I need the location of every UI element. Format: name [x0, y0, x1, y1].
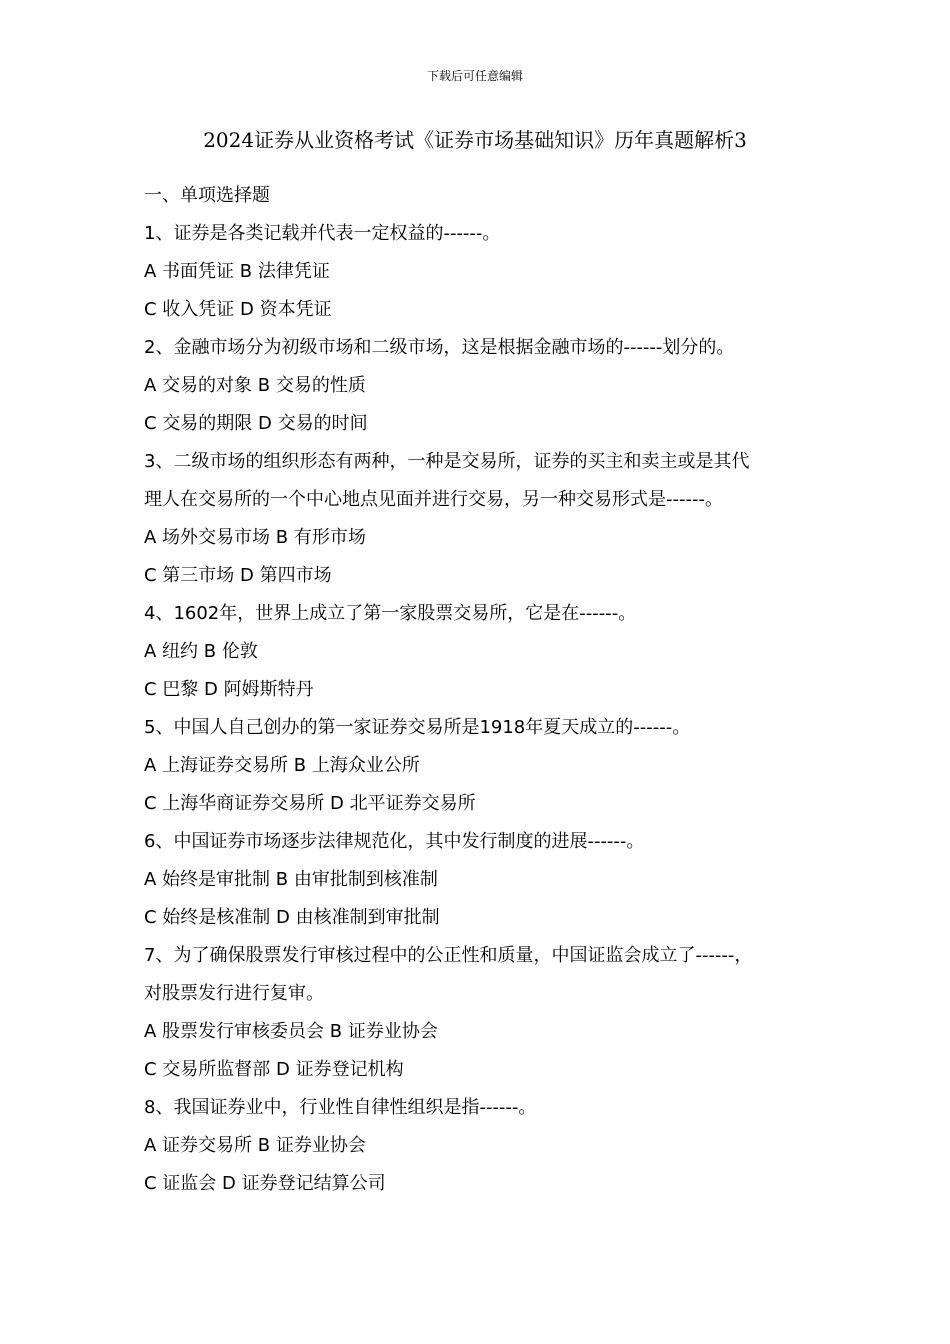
question-8-options-ab: A 证券交易所 B 证券业协会: [144, 1135, 366, 1156]
question-3-line-1: 3、二级市场的组织形态有两种，一种是交易所，证券的买主和卖主或是其代: [144, 451, 750, 472]
question-2-options-cd: C 交易的期限 D 交易的时间: [144, 413, 368, 434]
document-title: 2024证券从业资格考试《证券市场基础知识》历年真题解析3: [203, 128, 747, 152]
question-1-options-cd: C 收入凭证 D 资本凭证: [144, 299, 332, 320]
question-1-options-ab: A 书面凭证 B 法律凭证: [144, 261, 330, 282]
document-body: [144, 177, 804, 1203]
question-7-line-2: 对股票发行进行复审。: [144, 983, 324, 1004]
question-2-options-ab: A 交易的对象 B 交易的性质: [144, 375, 366, 396]
section-heading: 一、单项选择题: [144, 185, 270, 206]
question-7-options-cd: C 交易所监督部 D 证券登记机构: [144, 1059, 404, 1080]
question-8: 8、我国证券业中，行业性自律性组织是指------。: [144, 1097, 537, 1118]
question-6-options-cd: C 始终是核准制 D 由核准制到审批制: [144, 907, 440, 928]
question-1: 1、证券是各类记载并代表一定权益的------。: [144, 223, 501, 244]
question-4-options-ab: A 纽约 B 伦敦: [144, 641, 258, 662]
question-3-options-ab: A 场外交易市场 B 有形市场: [144, 527, 366, 548]
question-5-options-cd: C 上海华商证券交易所 D 北平证券交易所: [144, 793, 476, 814]
header-note: 下载后可任意编辑: [426, 69, 523, 83]
question-3-line-2: 理人在交易所的一个中心地点见面并进行交易，另一种交易形式是------。: [144, 489, 723, 510]
question-5-options-ab: A 上海证券交易所 B 上海众业公所: [144, 755, 420, 776]
question-3-options-cd: C 第三市场 D 第四市场: [144, 565, 332, 586]
question-4: 4、1602年，世界上成立了第一家股票交易所，它是在------。: [144, 603, 637, 624]
question-7-line-1: 7、为了确保股票发行审核过程中的公正性和质量，中国证监会成立了------，: [144, 945, 753, 966]
question-2: 2、金融市场分为初级市场和二级市场，这是根据金融市场的------划分的。: [144, 337, 735, 358]
question-4-options-cd: C 巴黎 D 阿姆斯特丹: [144, 679, 314, 700]
question-7-options-ab: A 股票发行审核委员会 B 证券业协会: [144, 1021, 438, 1042]
question-8-options-cd: C 证监会 D 证券登记结算公司: [144, 1173, 386, 1194]
question-5: 5、中国人自己创办的第一家证券交易所是1918年夏天成立的------。: [144, 717, 691, 738]
question-6-options-ab: A 始终是审批制 B 由审批制到核准制: [144, 869, 438, 890]
question-6: 6、中国证券市场逐步法律规范化，其中发行制度的进展------。: [144, 831, 645, 852]
